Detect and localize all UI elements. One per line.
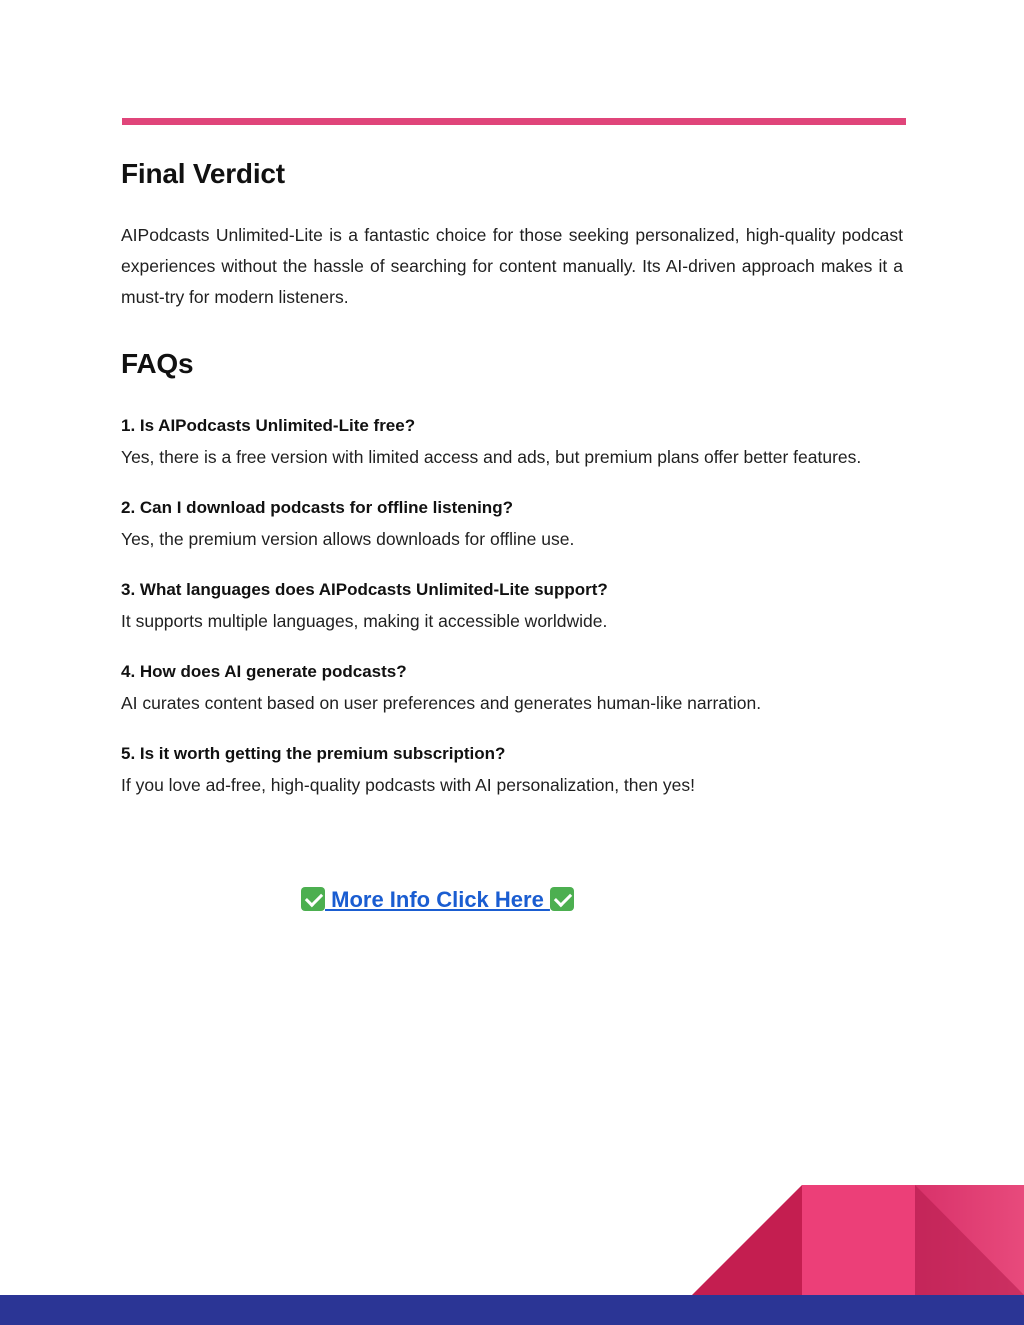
final-verdict-heading: Final Verdict (121, 158, 285, 189)
faq-question: 5. Is it worth getting the premium subscription? (121, 744, 506, 763)
footer-triangle-dark (692, 1185, 802, 1295)
faq-question: 3. What languages does AIPodcasts Unlimited-Lite support? (121, 580, 608, 599)
faq-answer: Yes, the premium version allows downloads for offline use. (121, 529, 575, 549)
faq-question: 1. Is AIPodcasts Unlimited-Lite free? (121, 416, 416, 435)
faqs-heading: FAQs (121, 348, 194, 379)
footer-block-pink (802, 1185, 915, 1295)
faq-answer: It supports multiple languages, making it accessible worldwide. (121, 611, 608, 631)
faq-answer: If you love ad-free, high-quality podcasts with AI personalization, then yes! (121, 775, 695, 795)
faq-answer: Yes, there is a free version with limited access and ads, but premium plans offer better features. (121, 447, 862, 467)
faq-question: 4. How does AI generate podcasts? (121, 662, 407, 681)
faq-answer: AI curates content based on user preferences and generates human-like narration. (121, 693, 762, 713)
final-verdict-paragraph: AIPodcasts Unlimited-Lite is a fantastic choice for those seeking personalized, high-quality podcast experiences without the hassle of searching for content manually. Its AI-driven approach makes it a must-try for modern listeners. (121, 225, 903, 307)
faq-question: 2. Can I download podcasts for offline listening? (121, 498, 513, 517)
footer-bar (0, 1295, 1024, 1325)
more-info-link-label: More Info Click Here (325, 887, 550, 912)
